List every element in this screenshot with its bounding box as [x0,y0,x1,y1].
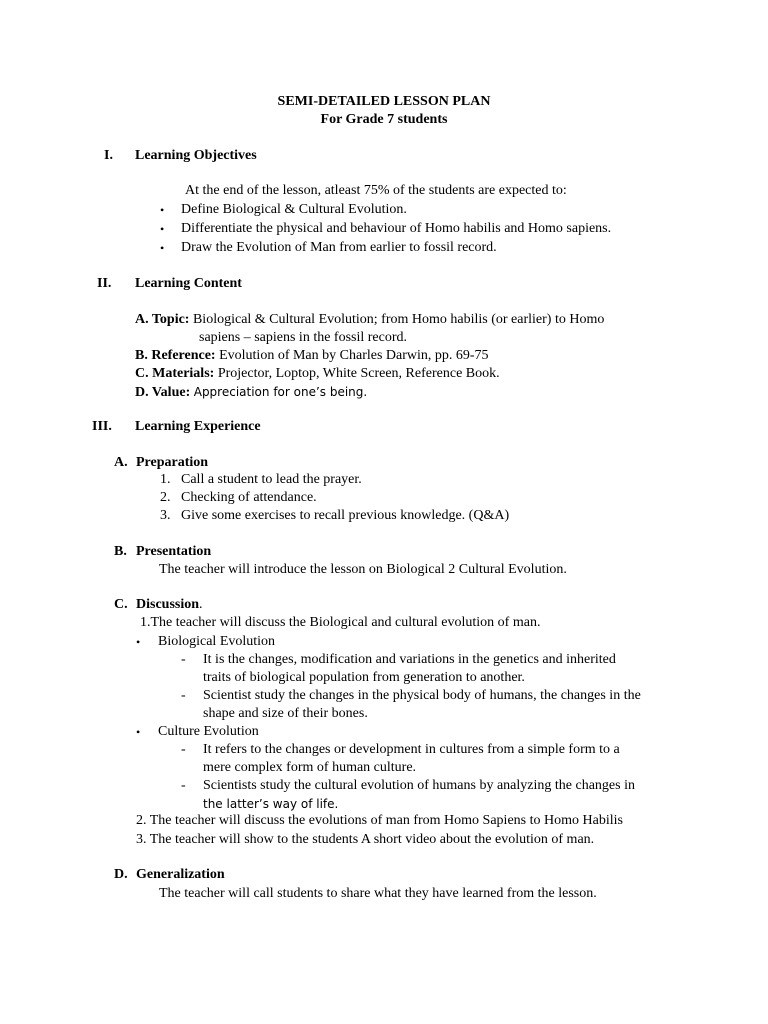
subsection-a-label: A. [114,455,128,470]
objective-item: Draw the Evolution of Man from earlier to fossil record. [181,240,497,255]
topic-line [135,311,604,329]
biological-point-2-cont: shape and size of their bones. [203,706,368,721]
materials-line [135,365,500,383]
topic-text-continued: sapiens – sapiens in the fossil record. [199,330,408,345]
subsection-c-heading: Discussion [136,597,200,612]
culture-point-2-cont: the latter’s way of life. [203,797,339,811]
dash-marker: - [181,742,186,757]
culture-point-1: It refers to the changes or development in cultures from a simple form to a [203,742,620,757]
bullet-icon: • [136,725,141,739]
objective-item: Differentiate the physical and behaviour of Homo habilis and Homo sapiens. [181,221,612,236]
reference-text: Evolution of Man by Charles Darwin, pp. 69-75 [219,348,489,363]
bullet-icon: • [136,635,141,649]
materials-label: C. Materials: [135,366,215,381]
value-label: D. Value: [135,385,191,400]
preparation-item-number: 2. [160,490,171,505]
dash-marker: - [181,778,186,793]
discussion-line-1: 1.The teacher will discuss the Biological and cultural evolution of man. [140,615,541,630]
discussion-line-2: 2. The teacher will discuss the evolutions of man from Homo Sapiens to Homo Habilis [136,813,623,828]
section-1-heading: Learning Objectives [135,148,257,163]
biological-point-1-cont: traits of biological population from generation to another. [203,670,525,685]
objective-item: Define Biological & Cultural Evolution. [181,202,407,217]
biological-point-2: Scientist study the changes in the physical body of humans, the changes in the [203,688,641,703]
topic-label: A. Topic: [135,312,190,327]
section-3-heading: Learning Experience [135,419,261,434]
subsection-a-heading: Preparation [136,455,209,470]
reference-line [135,347,489,365]
preparation-item: Call a student to lead the prayer. [181,472,362,487]
value-text: Appreciation for one’s being. [193,385,368,399]
subsection-d-label: D. [114,867,128,882]
bullet-icon: • [160,222,165,236]
document-title: SEMI-DETAILED LESSON PLAN [277,94,491,109]
objectives-intro: At the end of the lesson, atleast 75% of the students are expected to: [185,183,567,198]
culture-point-1-cont: mere complex form of human culture. [203,760,417,775]
subsection-b-heading: Presentation [136,544,212,559]
culture-evolution-item: Culture Evolution [158,724,259,739]
discussion-line-3: 3. The teacher will show to the students A short video about the evolution of man. [136,832,595,847]
preparation-item-number: 1. [160,472,171,487]
bullet-icon: • [160,203,165,217]
value-line [135,383,367,402]
subsection-d-heading: Generalization [136,867,225,882]
section-1-number: I. [104,148,113,163]
generalization-text: The teacher will call students to share what they have learned from the lesson. [159,886,597,901]
dash-marker: - [181,652,186,667]
subsection-c-label: C. [114,597,128,612]
preparation-item-number: 3. [160,508,171,523]
subsection-c-heading-line [136,596,203,614]
reference-label: B. Reference: [135,348,216,363]
heading-period: . [199,597,203,612]
preparation-item: Give some exercises to recall previous knowledge. (Q&A) [181,508,510,523]
preparation-item: Checking of attendance. [181,490,317,505]
biological-point-1: It is the changes, modification and variations in the genetics and inherited [203,652,616,667]
culture-point-2: Scientists study the cultural evolution of humans by analyzing the changes in [203,778,635,793]
materials-text: Projector, Loptop, White Screen, Reference Book. [217,366,500,381]
topic-text: Biological & Cultural Evolution; from Homo habilis (or earlier) to Homo [192,312,605,327]
subsection-b-label: B. [114,544,127,559]
section-3-number: III. [92,419,112,434]
document-subtitle: For Grade 7 students [320,112,448,127]
presentation-text: The teacher will introduce the lesson on Biological 2 Cultural Evolution. [159,562,567,577]
biological-evolution-item: Biological Evolution [158,634,276,649]
bullet-icon: • [160,241,165,255]
section-2-heading: Learning Content [135,276,242,291]
section-2-number: II. [97,276,112,291]
dash-marker: - [181,688,186,703]
